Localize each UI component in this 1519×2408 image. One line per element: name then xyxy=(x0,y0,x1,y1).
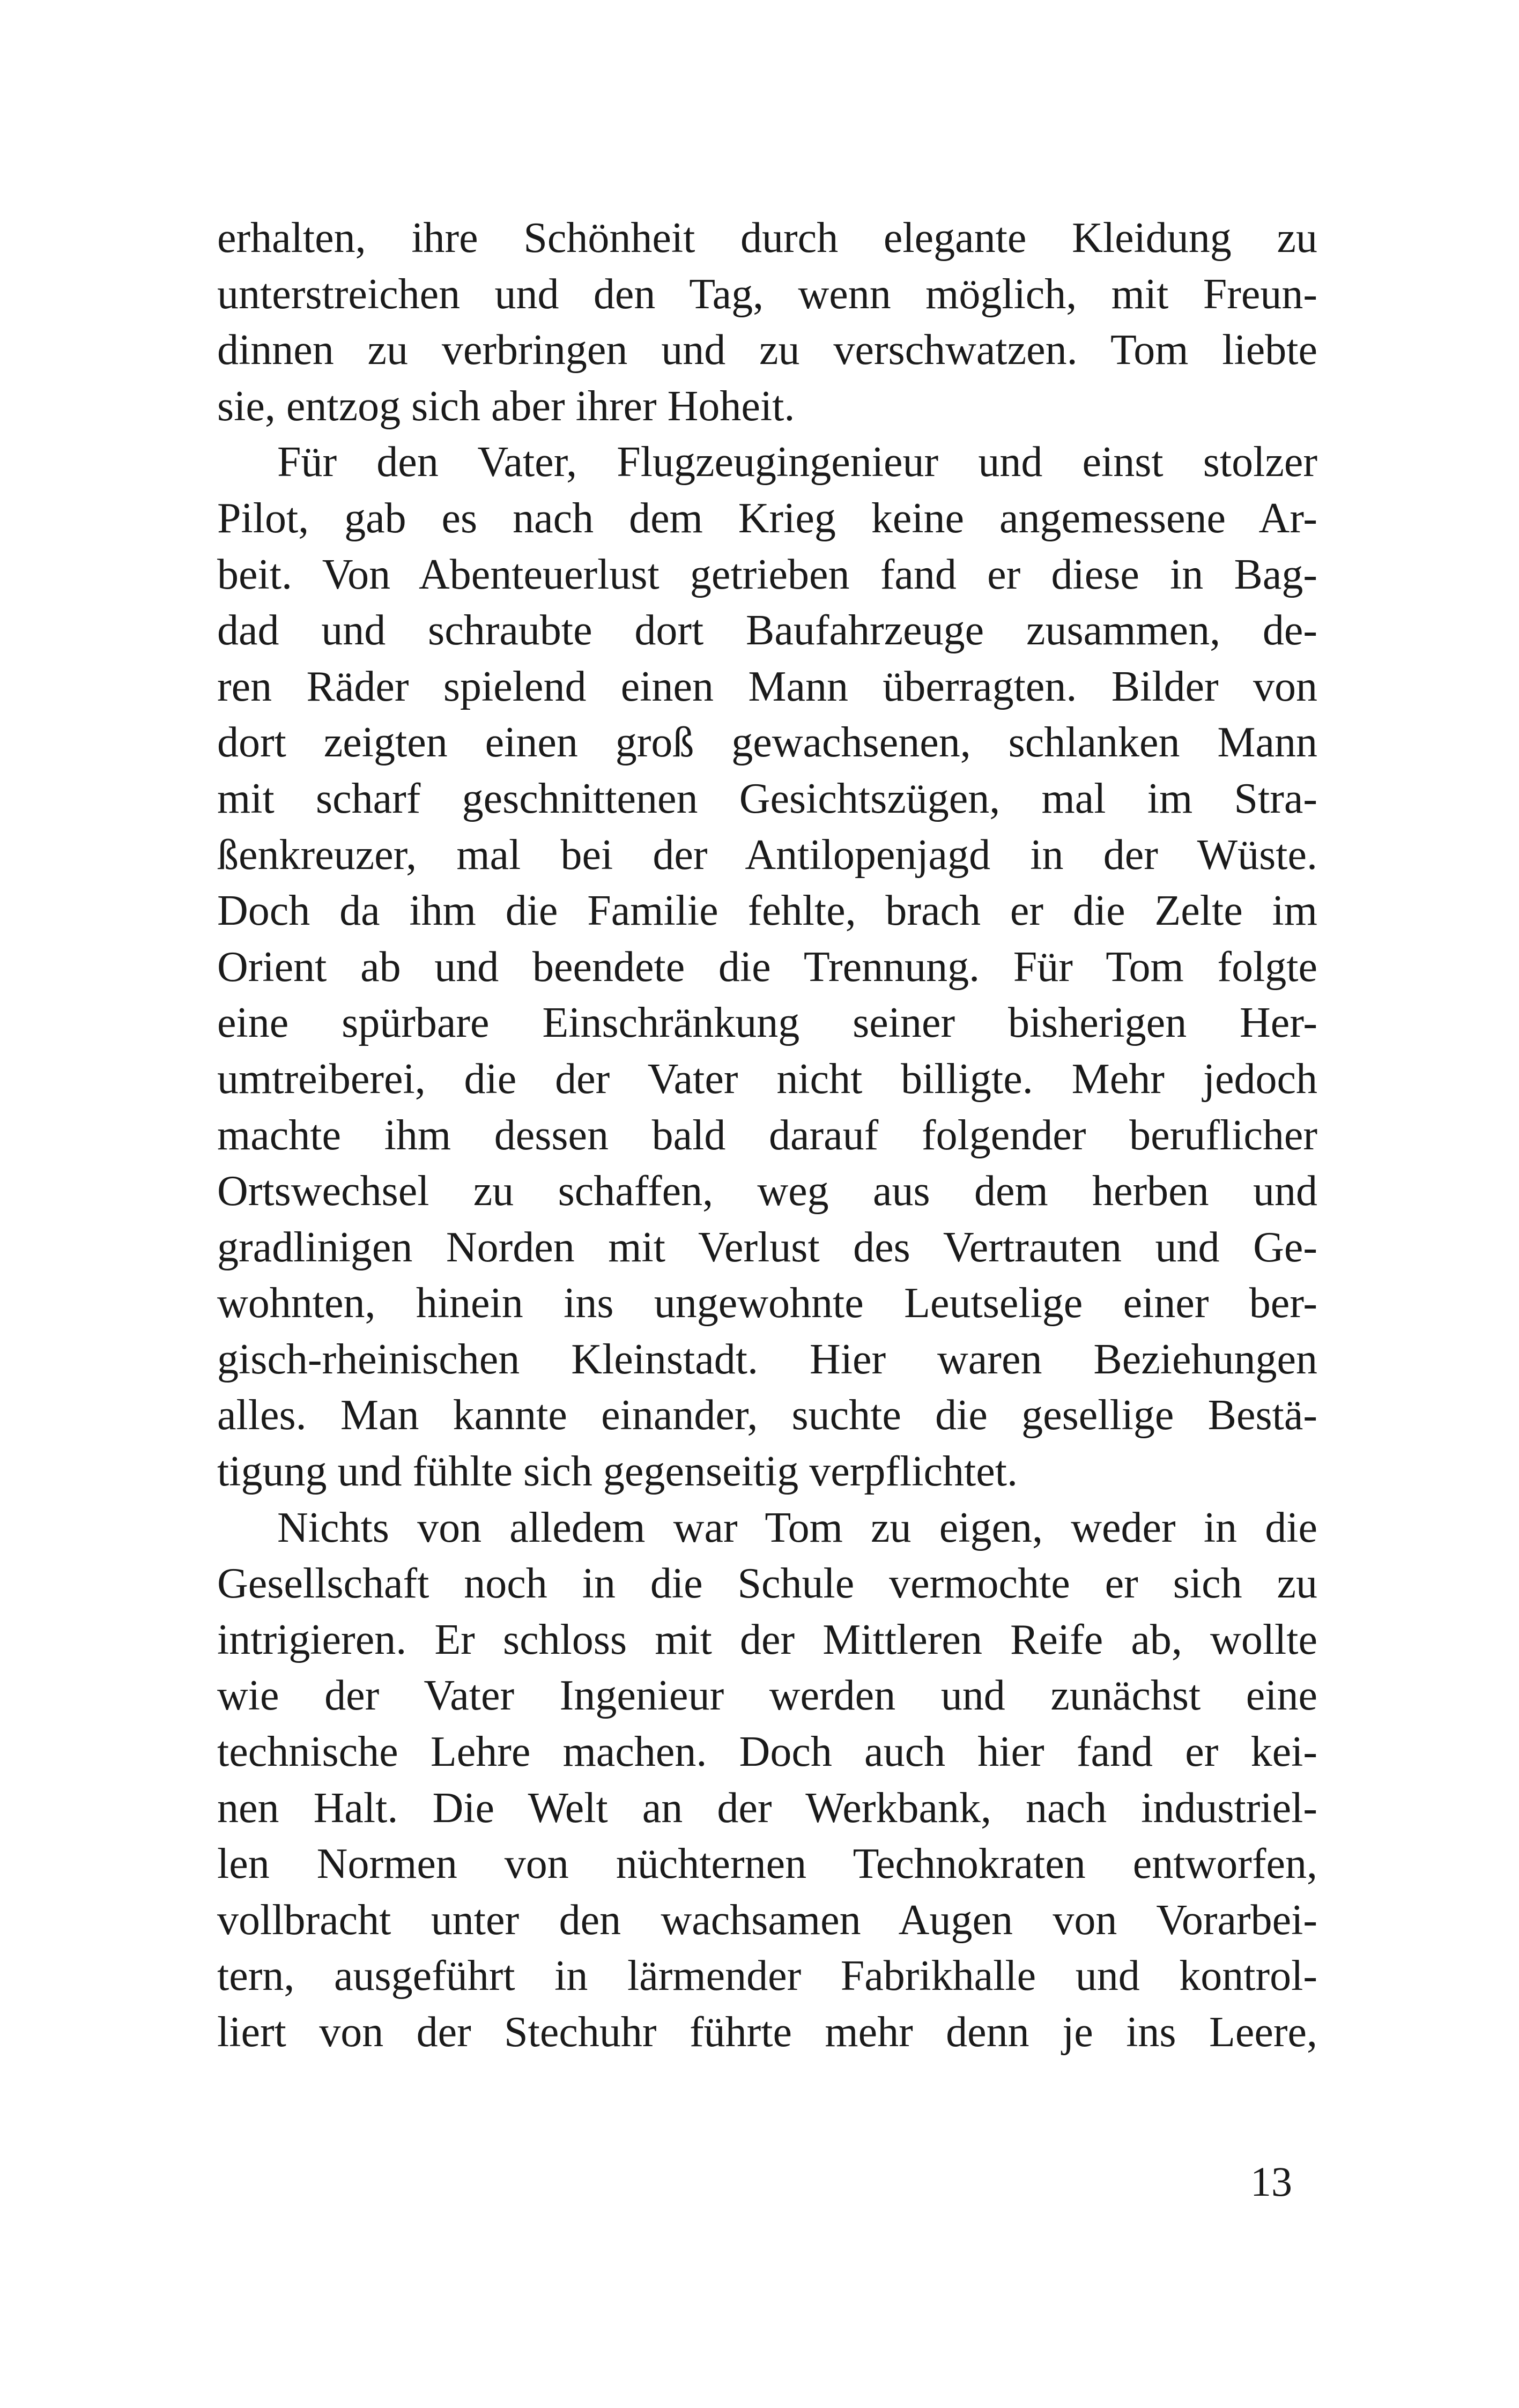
text-line: vollbracht unter den wachsamen Augen von Vorarbei- xyxy=(217,1896,1317,1944)
text-line: Ortswechsel zu schaffen, weg aus dem herben und xyxy=(217,1168,1317,1215)
text-line: alles. Man kannte einander, suchte die gesellige Bestä- xyxy=(217,1392,1317,1439)
text-line: dort zeigten einen groß gewachsenen, schlanken Mann xyxy=(217,719,1317,767)
text-line: mit scharf geschnittenen Gesichtszügen, mal im Stra- xyxy=(217,775,1317,822)
text-line: tigung und fühlte sich gegenseitig verpflichtet. xyxy=(217,1448,1018,1496)
body-text xyxy=(217,210,1317,2061)
text-line: Gesellschaft noch in die Schule vermochte er sich zu xyxy=(217,1560,1317,1608)
text-line: wie der Vater Ingenieur werden und zunächst eine xyxy=(217,1672,1317,1720)
text-line: umtreiberei, die der Vater nicht billigte. Mehr jedoch xyxy=(217,1055,1317,1103)
text-line: dad und schraubte dort Baufahrzeuge zusammen, de- xyxy=(217,607,1317,655)
text-line: unterstreichen und den Tag, wenn möglich, mit Freun- xyxy=(217,270,1317,318)
page-number: 13 xyxy=(1250,2158,1292,2205)
text-line: gisch-rheinischen Kleinstadt. Hier waren Beziehungen xyxy=(217,1335,1317,1383)
text-line: wohnten, hinein ins ungewohnte Leutselige einer ber- xyxy=(217,1280,1317,1327)
text-line: ren Räder spielend einen Mann überragten. Bilder von xyxy=(217,663,1317,710)
paragraph-start-line: Nichts von alledem war Tom zu eigen, weder in die xyxy=(277,1504,1317,1551)
text-line: tern, ausgeführt in lärmender Fabrikhalle und kontrol- xyxy=(217,1952,1317,2000)
text-line: ßenkreuzer, mal bei der Antilopenjagd in der Wüste. xyxy=(217,831,1317,879)
text-line: Pilot, gab es nach dem Krieg keine angemessene Ar- xyxy=(217,494,1317,542)
text-line: beit. Von Abenteuerlust getrieben fand er diese in Bag- xyxy=(217,551,1317,598)
text-line: Doch da ihm die Familie fehlte, brach er die Zelte im xyxy=(217,887,1317,935)
text-line: technische Lehre machen. Doch auch hier fand er kei- xyxy=(217,1728,1317,1776)
text-line: gradlinigen Norden mit Verlust des Vertrauten und Ge- xyxy=(217,1223,1317,1271)
text-line: machte ihm dessen bald darauf folgender beruflicher xyxy=(217,1111,1317,1159)
text-line: liert von der Stechuhr führte mehr denn je ins Leere, xyxy=(217,2009,1317,2056)
text-line: Orient ab und beendete die Trennung. Für Tom folgte xyxy=(217,943,1317,991)
text-line: intrigieren. Er schloss mit der Mittleren Reife ab, wollte xyxy=(217,1616,1317,1663)
text-line: sie, entzog sich aber ihrer Hoheit. xyxy=(217,382,795,430)
text-line: nen Halt. Die Welt an der Werkbank, nach industriel- xyxy=(217,1784,1317,1832)
text-line: dinnen zu verbringen und zu verschwatzen. Tom liebte xyxy=(217,326,1317,374)
text-line: erhalten, ihre Schönheit durch elegante Kleidung zu xyxy=(217,214,1317,262)
paragraph-start-line: Für den Vater, Flugzeugingenieur und einst stolzer xyxy=(277,439,1317,486)
text-line: eine spürbare Einschränkung seiner bisherigen Her- xyxy=(217,999,1317,1047)
text-line: len Normen von nüchternen Technokraten entworfen, xyxy=(217,1840,1317,1888)
